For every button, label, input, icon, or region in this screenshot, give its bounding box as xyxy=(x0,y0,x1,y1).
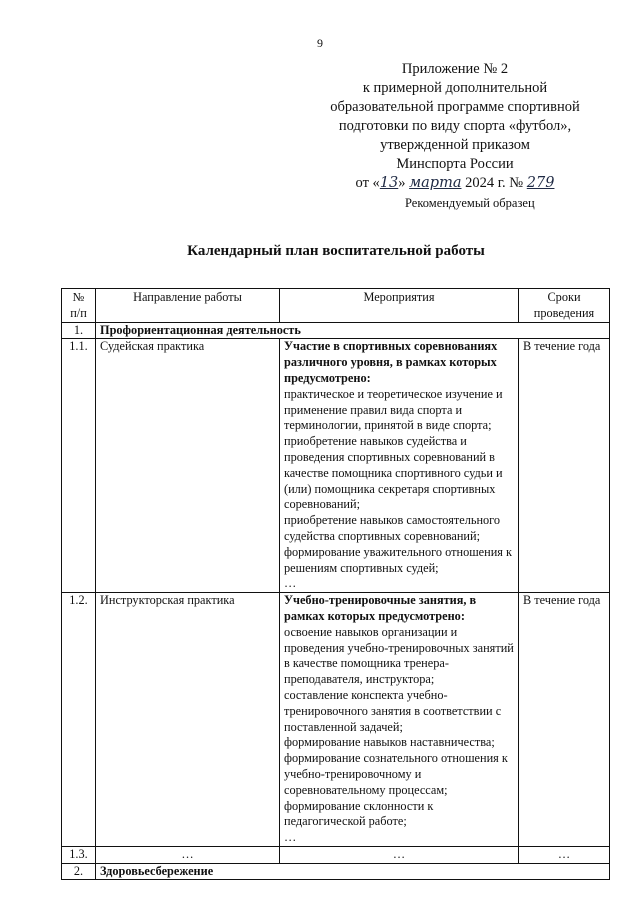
section-row xyxy=(62,863,610,880)
appendix-line: подготовки по виду спорта «футбол», xyxy=(338,118,572,134)
table-row xyxy=(62,846,610,863)
event-item: составление конспекта учебно-тренировочного занятия в соответствии с поставленной задачей; xyxy=(284,687,502,734)
row-period: В течение года xyxy=(519,339,610,593)
order-year: 2024 г. № xyxy=(465,175,524,191)
appendix-line: образовательной программе спортивной xyxy=(330,99,580,115)
order-month: марта xyxy=(409,175,462,191)
order-day-suffix: » xyxy=(398,175,406,191)
row-direction: … xyxy=(96,846,280,863)
row-num: 1. xyxy=(62,322,96,339)
header-period: Сроки проведения xyxy=(519,289,610,323)
table-row xyxy=(62,339,610,593)
section-title: Здоровьесбережение xyxy=(96,863,610,880)
event-item: … xyxy=(284,830,297,845)
event-item: формирование склонности к педагогической работе; xyxy=(284,798,434,829)
order-number: 279 xyxy=(526,175,555,191)
event-item: … xyxy=(284,576,297,591)
row-events xyxy=(280,593,519,847)
row-period: … xyxy=(519,846,610,863)
event-item: приобретение навыков судейства и проведения спортивных соревнований в качестве помощника спортивного судьи и (или) помощника секретаря спортивных соревнований; xyxy=(284,434,503,512)
document-title: Календарный план воспитательной работы xyxy=(187,243,485,259)
order-day: 13 xyxy=(379,175,399,191)
row-num: 2. xyxy=(62,863,96,880)
plan-table xyxy=(61,288,610,880)
appendix-block xyxy=(305,60,605,193)
row-events xyxy=(280,339,519,593)
row-period: В течение года xyxy=(519,593,610,847)
row-direction: Судейская практика xyxy=(96,339,280,593)
appendix-line: к примерной дополнительной xyxy=(362,80,548,96)
event-item: формирование уважительного отношения к решениям спортивных судей; xyxy=(284,544,513,575)
section-title: Профориентационная деятельность xyxy=(96,322,610,339)
page-number: 9 xyxy=(317,36,323,50)
event-item: практическое и теоретическое изучение и применение правил вида спорта и терминологии, принятой в виде спорта; xyxy=(284,386,503,433)
section-row xyxy=(62,322,610,339)
event-item: формирование сознательного отношения к учебно-тренировочному и соревновательному процессам; xyxy=(284,751,508,797)
event-item: освоение навыков организации и проведения учебно-тренировочных занятий в качестве помощника тренера-преподавателя, инструктора; xyxy=(284,624,514,687)
table-header-row xyxy=(62,289,610,323)
header-events: Мероприятия xyxy=(280,289,519,323)
event-item: формирование навыков наставничества; xyxy=(284,735,495,750)
appendix-line: утвержденной приказом xyxy=(380,137,530,153)
row-direction: Инструкторская практика xyxy=(96,593,280,847)
row-events: … xyxy=(280,846,519,863)
events-lead: Учебно-тренировочные занятия, в рамках которых предусмотрено: xyxy=(284,593,477,623)
header-direction: Направление работы xyxy=(96,289,280,323)
header-num: № п/п xyxy=(62,289,96,323)
row-num: 1.2. xyxy=(62,593,96,847)
order-prefix: от « xyxy=(355,175,380,191)
row-num: 1.3. xyxy=(62,846,96,863)
appendix-line: Минспорта России xyxy=(396,156,514,172)
events-lead: Участие в спортивных соревнованиях различного уровня, в рамках которых предусмотрено: xyxy=(284,339,498,385)
row-num: 1.1. xyxy=(62,339,96,593)
sample-label: Рекомендуемый образец xyxy=(405,196,535,210)
event-item: приобретение навыков самостоятельного судейства спортивных соревнований; xyxy=(284,513,501,543)
table-row xyxy=(62,593,610,847)
appendix-line: Приложение № 2 xyxy=(401,61,509,77)
order-date-line xyxy=(305,174,605,193)
